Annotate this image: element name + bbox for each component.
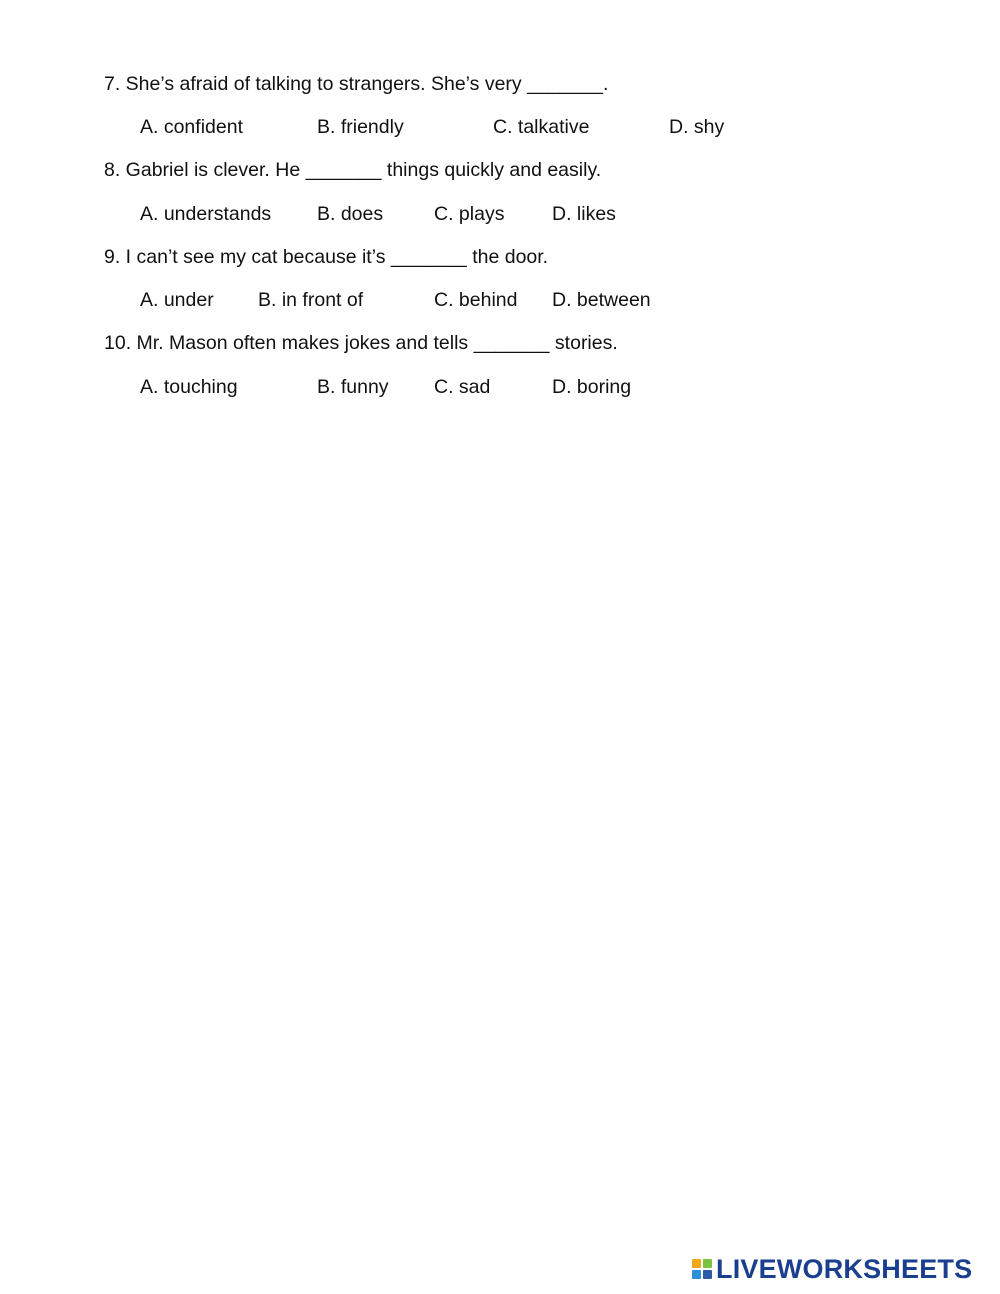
- question-10-option-a[interactable]: A. touching: [140, 376, 238, 398]
- question-8-option-d[interactable]: D. likes: [552, 203, 616, 225]
- question-10-option-b[interactable]: B. funny: [317, 376, 389, 398]
- question-7-stem: 7. She’s afraid of talking to strangers. She’s very _______.: [104, 73, 609, 95]
- question-9-option-b[interactable]: B. in front of: [258, 289, 364, 311]
- question-7-option-c[interactable]: C. talkative: [493, 116, 590, 138]
- liveworksheets-wordmark: LIVEWORKSHEETS: [716, 1253, 973, 1284]
- logo-tile-l: [692, 1259, 701, 1268]
- question-8-stem: 8. Gabriel is clever. He _______ things quickly and easily.: [104, 159, 602, 181]
- logo-tile-i: [703, 1259, 712, 1268]
- liveworksheets-logo-icon: [692, 1259, 712, 1279]
- question-9-option-a[interactable]: A. under: [140, 289, 214, 311]
- question-8-option-a[interactable]: A. understands: [140, 203, 272, 225]
- question-8-option-c[interactable]: C. plays: [434, 203, 505, 225]
- question-10-option-c[interactable]: C. sad: [434, 376, 491, 398]
- logo-tile-e: [703, 1270, 712, 1279]
- question-7-option-b[interactable]: B. friendly: [317, 116, 404, 138]
- logo-tile-v: [692, 1270, 701, 1279]
- question-10-option-d[interactable]: D. boring: [552, 376, 632, 398]
- question-9-stem: 9. I can’t see my cat because it’s _______ the door.: [104, 246, 549, 268]
- liveworksheets-brand: [692, 1254, 972, 1284]
- question-8-option-b[interactable]: B. does: [317, 203, 384, 225]
- question-10-stem: 10. Mr. Mason often makes jokes and tells _______ stories.: [104, 332, 618, 354]
- question-7-option-d[interactable]: D. shy: [669, 116, 725, 138]
- question-9-option-d[interactable]: D. between: [552, 289, 651, 311]
- question-9-option-c[interactable]: C. behind: [434, 289, 518, 311]
- question-7-option-a[interactable]: A. confident: [140, 116, 243, 138]
